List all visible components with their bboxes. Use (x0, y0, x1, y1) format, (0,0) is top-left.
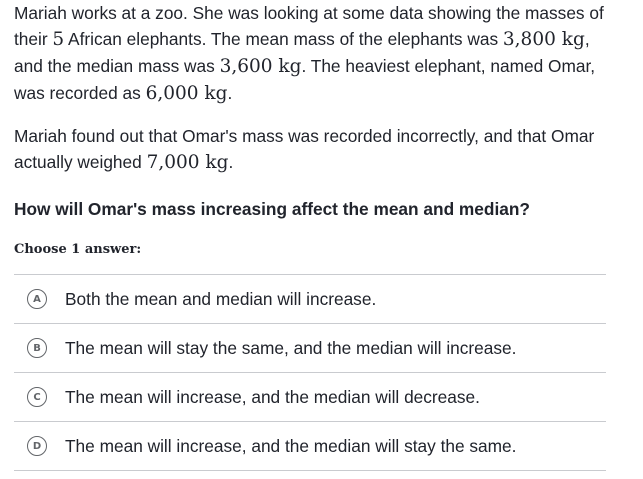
math-median-mass: 3,600 kg (219, 56, 302, 77)
choice-letter-badge: B (27, 338, 47, 358)
problem-paragraph-2 (14, 123, 606, 176)
choice-letter-badge: A (27, 289, 47, 309)
choice-a[interactable] (14, 275, 606, 324)
choice-label: The mean will increase, and the median will decrease. (65, 387, 480, 407)
problem-text: . (228, 152, 234, 172)
problem-text: . (227, 83, 233, 103)
problem-paragraph-1 (14, 0, 606, 107)
problem-text: , and the median mass was (14, 29, 590, 76)
math-mean-mass: 3,800 kg (502, 29, 585, 50)
problem-text: Mariah works at a zoo. She was looking at some data showing the masses of their (14, 3, 604, 49)
problem-text: . The heaviest elephant, named Omar, was recorded as (14, 56, 596, 103)
math-recorded-mass: 6,000 kg (145, 83, 228, 104)
choice-c[interactable] (14, 373, 606, 422)
choice-letter-badge: D (27, 436, 47, 456)
problem-text: Mariah found out that Omar's mass was recorded incorrectly, and that Omar actually weighed (14, 126, 595, 172)
choice-label: The mean will increase, and the median will stay the same. (65, 436, 517, 456)
question-text: How will Omar's mass increasing affect the mean and median? (14, 199, 530, 219)
choice-letter-badge: C (27, 387, 47, 407)
choice-label: The mean will stay the same, and the median will increase. (65, 338, 517, 358)
choice-b[interactable] (14, 324, 606, 373)
answer-choices (14, 274, 606, 471)
choice-label: Both the mean and median will increase. (65, 289, 377, 309)
choice-d[interactable] (14, 422, 606, 471)
exercise-content (14, 0, 606, 471)
math-count: 5 (52, 29, 65, 50)
math-actual-mass: 7,000 kg (146, 152, 229, 173)
choose-label: Choose 1 answer: (14, 242, 142, 257)
problem-text: African elephants. The mean mass of the elephants was (64, 29, 503, 49)
